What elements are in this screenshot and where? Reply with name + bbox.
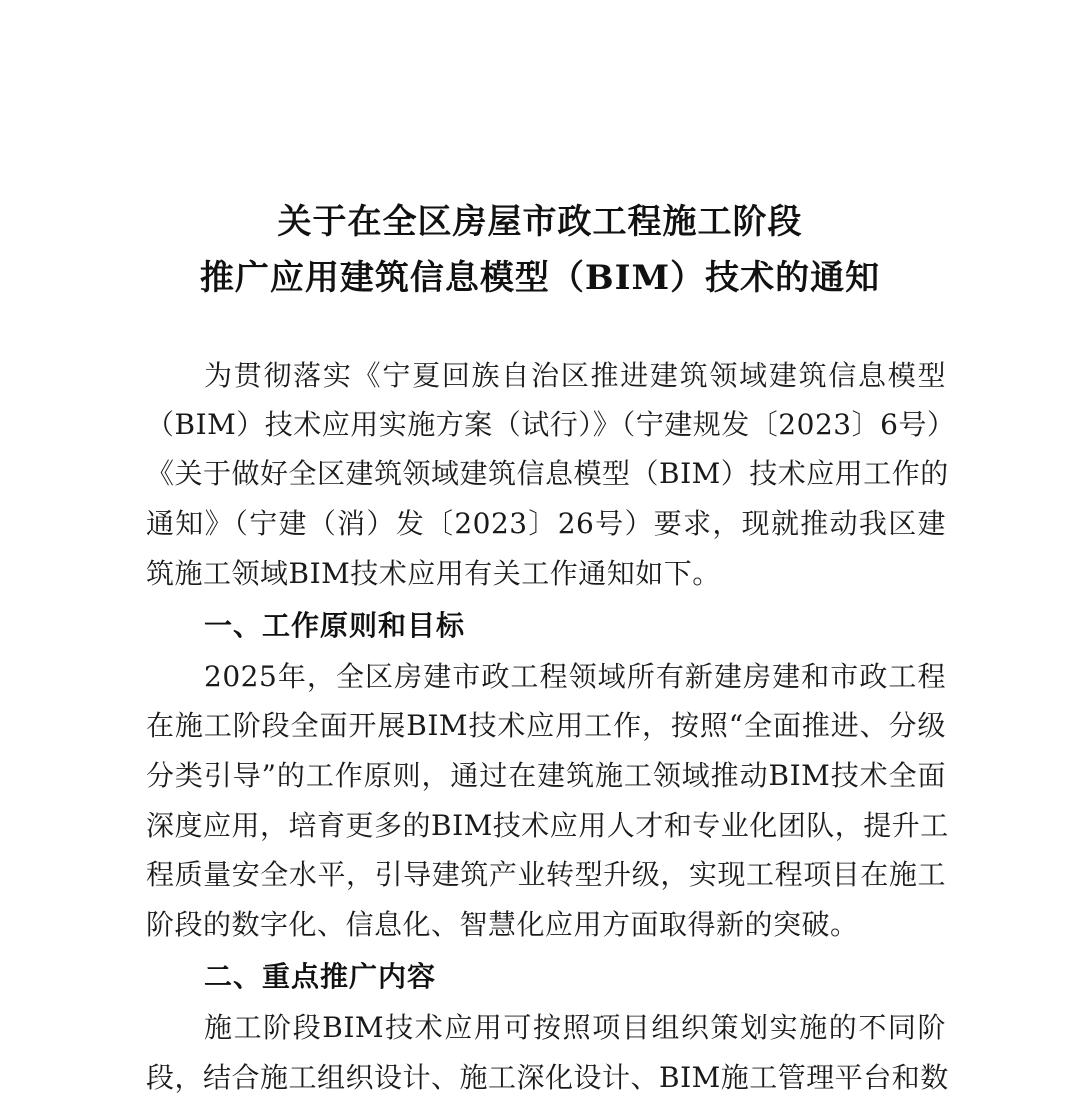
section-1-line: 阶段的数字化、信息化、智慧化应用方面取得新的突破。 (146, 908, 859, 941)
section-1-line: 在施工阶段全面开展BIM技术应用工作，按照“全面推进、分级 (146, 709, 946, 742)
section-2-line: 段，结合施工组织设计、施工深化设计、BIM施工管理平台和数 (146, 1061, 949, 1094)
section-1-heading: 一、工作原则和目标 (204, 609, 466, 642)
section-1-line: 深度应用，培育更多的BIM技术应用人才和专业化团队，提升工 (146, 809, 949, 842)
document-title-line-2: 推广应用建筑信息模型（BIM）技术的通知 (199, 258, 881, 298)
intro-line: （BIM）技术应用实施方案（试行）》（宁建规发〔2023〕6号） (146, 408, 956, 441)
document-title-line-1: 关于在全区房屋市政工程施工阶段 (277, 202, 803, 242)
section-2-heading: 二、重点推广内容 (204, 960, 437, 993)
section-1-line: 分类引导”的工作原则，通过在建筑施工领域推动BIM技术全面 (146, 759, 946, 792)
intro-line: 为贯彻落实《宁夏回族自治区推进建筑领域建筑信息模型 (204, 359, 946, 392)
section-2-line: 施工阶段BIM技术应用可按照项目组织策划实施的不同阶 (204, 1011, 946, 1044)
section-1-line: 程质量安全水平，引导建筑产业转型升级，实现工程项目在施工 (146, 858, 946, 891)
intro-line: 通知》（宁建（消）发〔2023〕26号）要求，现就推动我区建 (146, 507, 946, 540)
section-1-line: 2025年，全区房建市政工程领域所有新建房建和市政工程 (204, 660, 946, 693)
intro-line: 筑施工领域BIM技术应用有关工作通知如下。 (146, 557, 721, 590)
intro-line: 《关于做好全区建筑领域建筑信息模型（BIM）技术应用工作的 (146, 457, 949, 490)
